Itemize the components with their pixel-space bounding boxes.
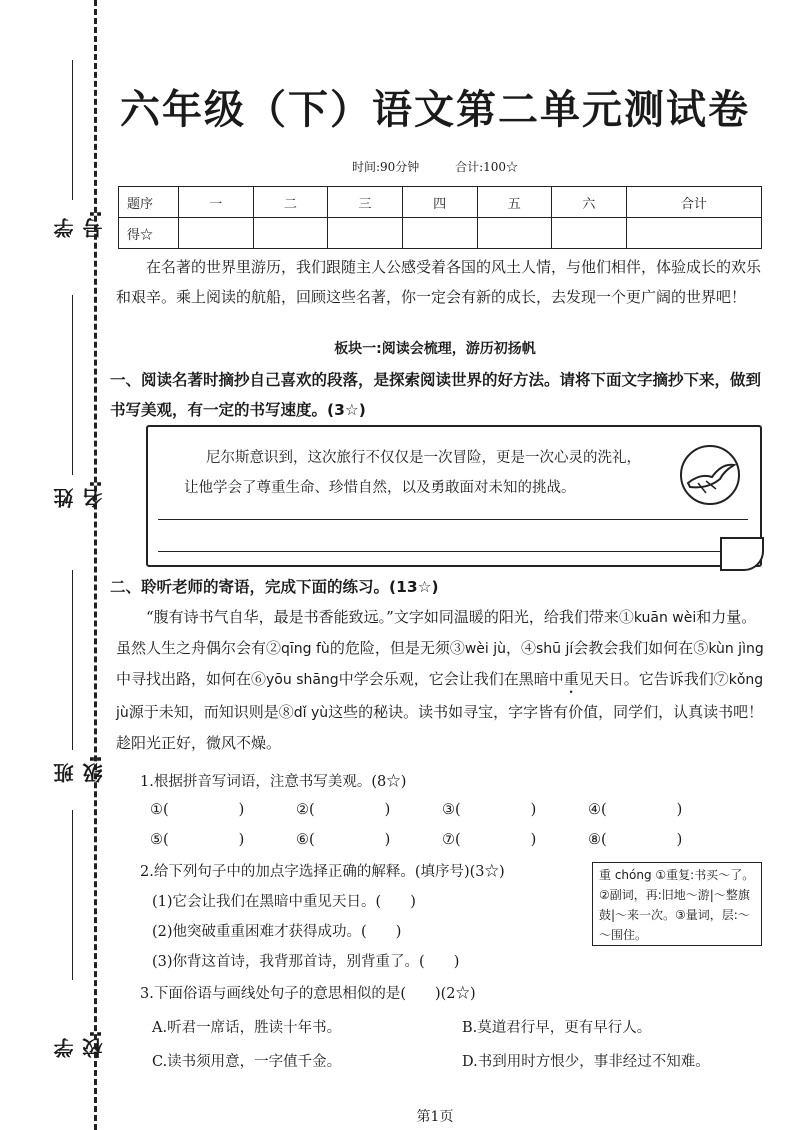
score-header-cell: 三 xyxy=(328,187,403,218)
blank-number: ⑥( xyxy=(296,832,315,848)
blank-number: ③( xyxy=(442,802,461,818)
total-score: 合计:100☆ xyxy=(455,160,519,174)
score-cell[interactable] xyxy=(402,218,477,249)
school-line[interactable] xyxy=(72,810,73,980)
writing-line[interactable] xyxy=(158,519,748,520)
blank-close: ) xyxy=(238,832,245,848)
pinyin: dǐ yù xyxy=(293,705,329,721)
passage-text: 源于未知，而知识则是⑧ xyxy=(128,703,294,721)
subquestion-2: 2.给下列句子中的加点字选择正确的解释。(填序号)(3☆) xyxy=(140,864,505,880)
blank-number: ⑦( xyxy=(442,832,461,848)
blank-close: ) xyxy=(530,832,537,848)
score-cell[interactable] xyxy=(253,218,328,249)
pinyin: shū jí xyxy=(536,641,574,657)
passage-text: 见天日。它告诉我们⑦ xyxy=(578,670,729,688)
excerpt-line: 让他学会了尊重生命、珍惜自然，以及勇敢面对未知的挑战。 xyxy=(184,480,576,496)
teacher-message-passage xyxy=(116,602,764,758)
pinyin: kùn jìng xyxy=(708,641,764,657)
cut-line xyxy=(94,0,97,1130)
sentence-1: (1)它会让我们在黑暗中重见天日。( ) xyxy=(152,894,416,910)
option-d[interactable]: D.书到用时方恨少，事非经过不知难。 xyxy=(462,1054,710,1070)
pinyin: kuān wèi xyxy=(633,610,697,626)
section-title: 板块一:阅读会梳理，游历初扬帆 xyxy=(334,341,536,357)
passage-text: 的危险，但是无须③ xyxy=(329,639,465,657)
score-header-cell: 合计 xyxy=(626,187,761,218)
name-line[interactable] xyxy=(72,295,73,475)
passage-text: ，④ xyxy=(506,639,537,657)
sentence-3: (3)你背这首诗，我背那首诗，别背重了。( ) xyxy=(152,954,460,970)
score-header-cell: 题序 xyxy=(119,187,179,218)
option-b[interactable]: B.莫道君行早，更有早行人。 xyxy=(462,1020,652,1036)
id-label: 学号: xyxy=(53,210,106,238)
excerpt-box xyxy=(146,425,762,567)
score-header-cell: 五 xyxy=(477,187,552,218)
name-label: 姓名: xyxy=(53,480,106,508)
score-cell[interactable] xyxy=(477,218,552,249)
definition-box: 重 chóng ①重复:书买～了。②副词，再:旧地～游|～整旗鼓|～来一次。③量词，层:～～围住。 xyxy=(592,862,762,946)
score-table xyxy=(118,186,762,249)
blank-close: ) xyxy=(676,832,683,848)
passage-text: “腹有诗书气自华，最是书香能致远。”文字如同温暖的阳光，给我们带来① xyxy=(146,608,634,626)
score-cell[interactable] xyxy=(328,218,403,249)
id-line[interactable] xyxy=(72,60,73,200)
excerpt-text xyxy=(184,443,664,503)
dotted-character: 重 xyxy=(563,670,579,688)
binding-margin xyxy=(0,0,110,1130)
score-table-row xyxy=(119,218,762,249)
option-a[interactable]: A.听君一席话，胜读十年书。 xyxy=(152,1020,342,1036)
score-row-label: 得☆ xyxy=(119,218,179,249)
option-c[interactable]: C.读书须用意，一字值千金。 xyxy=(152,1054,342,1070)
time-limit: 时间:90分钟 xyxy=(351,160,420,174)
score-table-header-row xyxy=(119,187,762,218)
score-header-cell: 一 xyxy=(179,187,254,218)
class-line[interactable] xyxy=(72,570,73,750)
blank-close: ) xyxy=(384,802,391,818)
score-header-cell: 二 xyxy=(253,187,328,218)
question-2: 二、聆听老师的寄语，完成下面的练习。(13☆) xyxy=(110,578,439,596)
score-cell[interactable] xyxy=(552,218,627,249)
blank-number: ②( xyxy=(296,802,315,818)
class-label: 班级: xyxy=(53,755,106,783)
school-label: 学校: xyxy=(53,1030,106,1058)
excerpt-line: 尼尔斯意识到，这次旅行不仅仅是一次冒险，更是一次心灵的洗礼， xyxy=(206,450,641,466)
subquestion-3: 3.下面俗语与画线处句子的意思相似的是( )(2☆) xyxy=(140,986,476,1002)
page-number: 第1页 xyxy=(416,1109,454,1125)
pinyin: wèi jù xyxy=(464,641,506,657)
question-1: 一、阅读名著时摘抄自己喜欢的段落，是探索阅读世界的好方法。请将下面文字摘抄下来，做到书写美观，有一定的书写速度。(3☆) xyxy=(110,371,762,419)
blank-close: ) xyxy=(676,802,683,818)
sentence-2: (2)他突破重重困难才获得成功。( ) xyxy=(152,924,402,940)
page-title: 六年级（下）语文第二单元测试卷 xyxy=(120,87,750,133)
blank-number: ④( xyxy=(588,802,607,818)
blank-close: ) xyxy=(530,802,537,818)
pinyin: qīng fù xyxy=(281,641,330,657)
passage-text: 会教会我们如何在⑤ xyxy=(573,639,709,657)
page-curl-decoration xyxy=(720,537,764,571)
writing-line[interactable] xyxy=(158,551,748,552)
subquestion-1: 1.根据拼音写词语，注意书写美观。(8☆) xyxy=(140,774,407,790)
passage-text: 这些的秘诀。读书如寻宝，字字皆有价值，同学们，认真读书吧！趁阳光正好，微风不燥。 xyxy=(116,703,764,752)
passage-text: 中寻找出路，如何在⑥ xyxy=(116,670,267,688)
blank-close: ) xyxy=(384,832,391,848)
blank-number: ⑤( xyxy=(150,832,169,848)
score-header-cell: 六 xyxy=(552,187,627,218)
pinyin: kǒng jù xyxy=(116,672,764,721)
intro-paragraph: 在名著的世界里游历，我们跟随主人公感受着各国的风土人情，与他们相伴，体验成长的欢乐和艰辛。乘上阅读的航船，回顾这些名著，你一定会有新的成长，去发现一个更广阔的世界吧！ xyxy=(116,258,762,306)
passage-text: 和力量。虽然人生之舟偶尔会有② xyxy=(116,608,757,657)
blank-close: ) xyxy=(238,802,245,818)
passage-text: 中学会乐观，它会让我们在黑暗中 xyxy=(338,670,564,688)
blank-number: ⑧( xyxy=(588,832,607,848)
blank-number: ①( xyxy=(150,802,169,818)
score-header-cell: 四 xyxy=(402,187,477,218)
exam-meta xyxy=(110,158,760,175)
pinyin: yōu shāng xyxy=(266,672,339,688)
goose-emblem-icon xyxy=(678,443,742,507)
score-cell[interactable] xyxy=(179,218,254,249)
score-cell[interactable] xyxy=(626,218,761,249)
